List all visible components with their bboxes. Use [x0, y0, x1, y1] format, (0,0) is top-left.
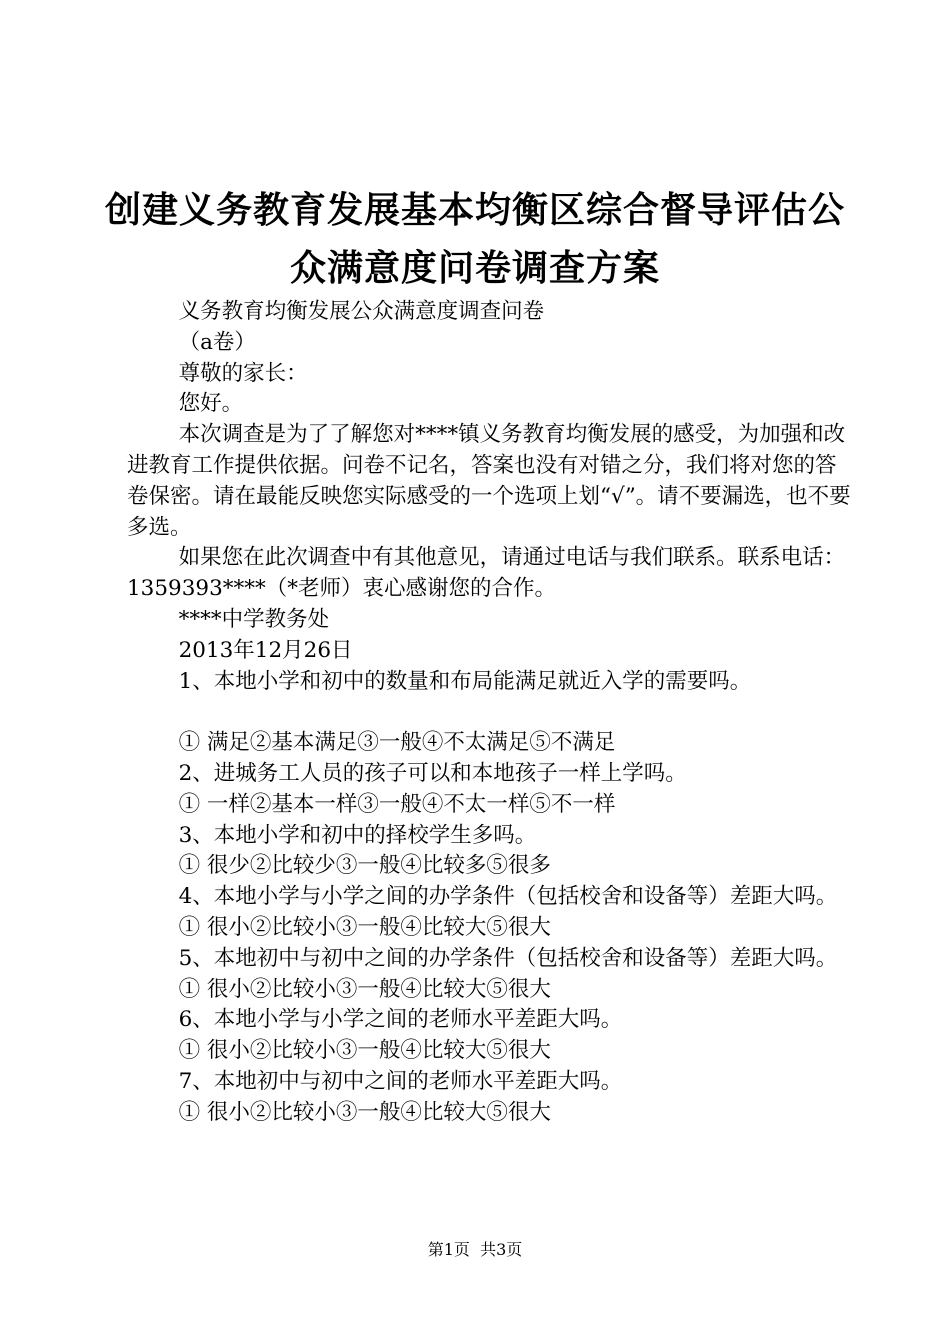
intro-paragraph: 本次调查是为了了解您对****镇义务教育均衡发展的感受，为加强和改进教育工作提供依据。问卷不记名，答案也没有对错之分，我们将对您的答卷保密。请在最能反映您实际感受的一个选项上划“√”。请不要漏选，也不要多选。: [127, 422, 851, 540]
salutation: 尊敬的家长：: [178, 360, 308, 386]
issuer: ****中学教务处: [178, 606, 330, 632]
question-6-options: ① 很小②比较小③一般④比较大⑤很大: [178, 1038, 551, 1064]
question-3: 3、本地小学和初中的择校学生多吗。: [178, 822, 537, 848]
question-4-options: ① 很小②比较小③一般④比较大⑤很大: [178, 914, 551, 940]
question-4: 4、本地小学与小学之间的办学条件（包括校舍和设备等）差距大吗。: [178, 884, 838, 910]
question-3-options: ① 很少②比较少③一般④比较多⑤很多: [178, 853, 551, 879]
question-5-options: ① 很小②比较小③一般④比较大⑤很大: [178, 976, 551, 1002]
greeting: 您好。: [178, 391, 244, 417]
question-7-options: ① 很小②比较小③一般④比较大⑤很大: [178, 1099, 551, 1125]
question-1-options: ① 满足②基本满足③一般④不太满足⑤不满足: [178, 730, 616, 756]
contact-paragraph: 如果您在此次调查中有其他意见，请通过电话与我们联系。联系电话：1359393****（*老师）衷心感谢您的合作。: [127, 545, 846, 602]
page-number-label: 第1页 共3页: [427, 1240, 523, 1259]
issue-date: 2013年12月26日: [178, 637, 353, 663]
survey-heading: 义务教育均衡发展公众满意度调查问卷: [178, 299, 545, 324]
page-footer: [0, 1240, 950, 1260]
survey-version: （a卷）: [178, 329, 256, 355]
question-2-options: ① 一样②基本一样③一般④不太一样⑤不一样: [178, 791, 616, 817]
question-6: 6、本地小学与小学之间的老师水平差距大吗。: [178, 1007, 623, 1033]
question-7: 7、本地初中与初中之间的老师水平差距大吗。: [178, 1068, 623, 1094]
document-body: [127, 297, 852, 1129]
question-2: 2、进城务工人员的孩子可以和本地孩子一样上学吗。: [178, 760, 687, 786]
blank-line: [127, 697, 852, 728]
question-5: 5、本地初中与初中之间的办学条件（包括校舍和设备等）差距大吗。: [178, 945, 838, 971]
document-title-line-2: 众满意度问卷调查方案: [289, 247, 660, 289]
question-1: 1、本地小学和初中的数量和布局能满足就近入学的需要吗。: [178, 668, 752, 694]
document-title-line-1: 创建义务教育发展基本均衡区综合督导评估公: [104, 189, 845, 231]
